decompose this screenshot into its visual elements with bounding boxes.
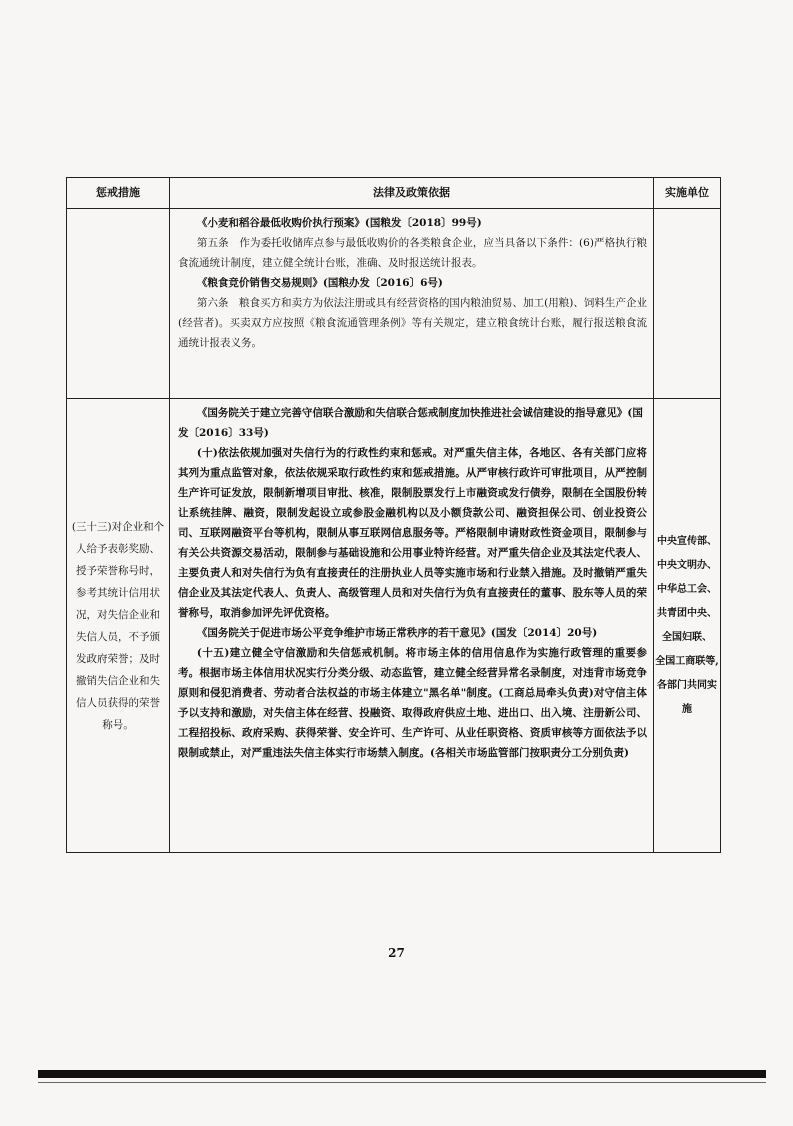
header-measure: 惩戒措施 (67, 178, 170, 209)
header-unit: 实施单位 (654, 178, 721, 209)
law-title: 《国务院关于促进市场公平竞争维护市场正常秩序的若干意见》(国发〔2014〕20号) (196, 627, 598, 639)
unit-line: 中华总工会、 (657, 583, 717, 595)
law-title: 《粮食竞价销售交易规则》(国粮办发〔2016〕6号) (196, 277, 443, 289)
table-row (67, 209, 721, 399)
law-paragraph: (十五)建立健全守信激励和失信惩戒机制。将市场主体的信用信息作为实施行政管理的重要参考。根据市场主体信用状况实行分类分级、动态监管，建立健全经营异常名录制度，对违背市场竞争原则和侵犯消费者、劳动者合法权益的市场主体建立"黑名单"制度。(工商总局牵头负责)对守信主体予以支持和激励，对失信主体在经营、投融资、取得政府供应土地、进出口、出入境、注册新公司、工程招投标、政府采购、获得荣誉、安全许可、生产许可、从业任职资格、资质审核等方面依法予以限制或禁止，对严重违法失信主体实行市场禁入制度。(各相关市场监管部门按职责分工分别负责) (178, 647, 647, 759)
unit-line: 中央宣传部、 (657, 535, 717, 547)
law-paragraph: 第五条 作为委托收储库点参与最低收购价的各类粮食企业，应当具备以下条件：(6)严格执行粮食流通统计制度，建立健全统计台账，准确、及时报送统计报表。 (178, 237, 647, 269)
unit-line: 各部门共同实施 (657, 679, 717, 715)
table-header-row (67, 178, 721, 209)
unit-cell (654, 399, 721, 853)
footer-rule-thin (38, 1082, 766, 1083)
table-row (67, 399, 721, 853)
law-title: 《小麦和稻谷最低收购价执行预案》(国粮发〔2018〕99号) (196, 217, 482, 229)
unit-line: 全国妇联、 (662, 631, 712, 643)
unit-line: 共青团中央、 (657, 607, 717, 619)
law-paragraph: (十)依法依规加强对失信行为的行政性约束和惩戒。对严重失信主体，各地区、各有关部门应将其列为重点监管对象，依法依规采取行政性约束和惩戒措施。从严审核行政许可审批项目，从严控制生产许可证发放，限制新增项目审批、核准，限制股票发行上市融资或发行债券，限制在全国股份转让系统挂牌、融资，限制发起设立或参股金融机构以及小额贷款公司、融资担保公司、创业投资公司、互联网融资平台等机构，限制从事互联网信息服务等。严格限制申请财政性资金项目，限制参与有关公共资源交易活动，限制参与基础设施和公用事业特许经营。对严重失信企业及其法定代表人、主要负责人和对失信行为负有直接责任的注册执业人员等实施市场和行业禁入措施。及时撤销严重失信企业及其法定代表人、负责人、高级管理人员和对失信行为负有直接责任的董事、股东等人员的荣誉称号，取消参加评先评优资格。 (178, 447, 647, 619)
page-number: 27 (388, 946, 405, 960)
header-law: 法律及政策依据 (170, 178, 654, 209)
unit-cell (654, 209, 721, 399)
unit-line: 中央文明办、 (657, 559, 717, 571)
measure-cell (67, 209, 170, 399)
policy-table (66, 177, 721, 853)
measure-cell: (三十三)对企业和个人给予表彰奖励、授予荣誉称号时，参考其统计信用状况，对失信企业和失信人员，不予颁发政府荣誉；及时撤销失信企业和失信人员获得的荣誉称号。 (67, 399, 170, 853)
law-paragraph: 第六条 粮食买方和卖方为依法注册或具有经营资格的国内粮油贸易、加工(用粮)、饲料生产企业(经营者)。买卖双方应按照《粮食流通管理条例》等有关规定，建立粮食统计台账，履行报送粮食流通统计报表义务。 (178, 297, 647, 349)
unit-line: 全国工商联等, (655, 655, 719, 667)
footer-rule (38, 1070, 766, 1078)
law-cell (170, 209, 654, 399)
law-cell (170, 399, 654, 853)
law-title: 《国务院关于建立完善守信联合激励和失信联合惩戒制度加快推进社会诚信建设的指导意见》(国发〔2016〕33号) (178, 407, 643, 439)
